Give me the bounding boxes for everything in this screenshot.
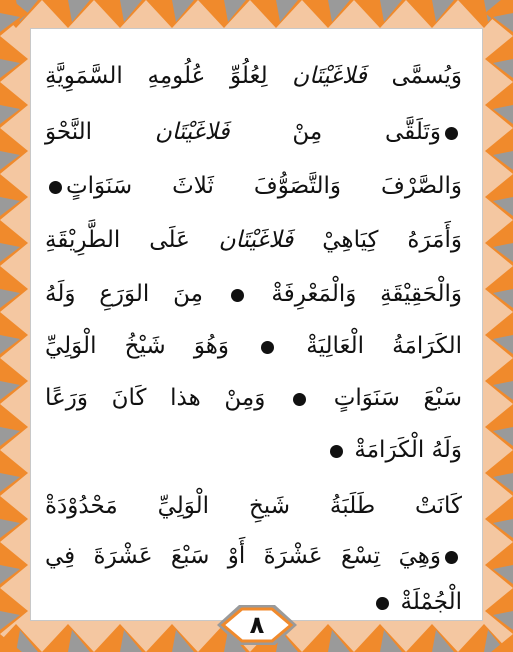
page-content	[30, 28, 483, 621]
text-line-5: وَالْحَقِيْقَةِ وَالْمَعْرِفَةْ مِنَ الوَرَعِ وَلَهُ	[45, 281, 462, 307]
text-line-8: وَلَهُ الْكَرَامَةْ	[45, 433, 462, 467]
text-line-7: سَبْعَ سَنَوَاتٍ وَمِنْ هذا كَانَ وَرَعًا	[45, 385, 462, 411]
bullet-icon	[49, 181, 62, 194]
text-line-3: وَالصَّرْفَ وَالتَّصَوُّفَ ثَلاثَ سَنَوَاتٍ	[45, 169, 462, 203]
bullet-icon	[293, 393, 306, 406]
text-line-6: الكَرَامَةُ الْعَالِيَةْ وَهُوَ شَيْخُ الْوَلِيِّ	[45, 333, 463, 359]
bullet-icon	[330, 445, 343, 458]
text-line-11: الْجُمْلَةْ	[45, 585, 462, 619]
text-line-1: وَيُسمَّى فَلاغَيْتَان لِعُلُوِّ عُلُومِهِ السَّمَوِيَّةِ	[45, 63, 462, 89]
page-number: ٨	[249, 611, 265, 639]
bullet-icon	[445, 127, 458, 140]
bullet-icon	[231, 289, 244, 302]
text-line-9: كَانَتْ طَلَبَةُ شَيخِ الْوَلِيِّ مَحْدُوْدَةْ	[45, 493, 462, 519]
text-line-10: وَهِيَ تِسْعَ عَشْرَةَ أَوْ سَبْعَ عَشْرَةَ فِي	[45, 539, 462, 573]
bullet-icon	[376, 597, 389, 610]
text-line-2: وَتَلَقَّى مِنْ فَلاغَيْتَان النَّحْوَ	[45, 115, 462, 149]
text-line-4: وَأَمَرَهُ كِيَاهِيْ فَلاغَيْتَان عَلَى الطَّرِيْقَةِ	[45, 227, 462, 253]
bullet-icon	[445, 551, 458, 564]
bullet-icon	[261, 341, 274, 354]
